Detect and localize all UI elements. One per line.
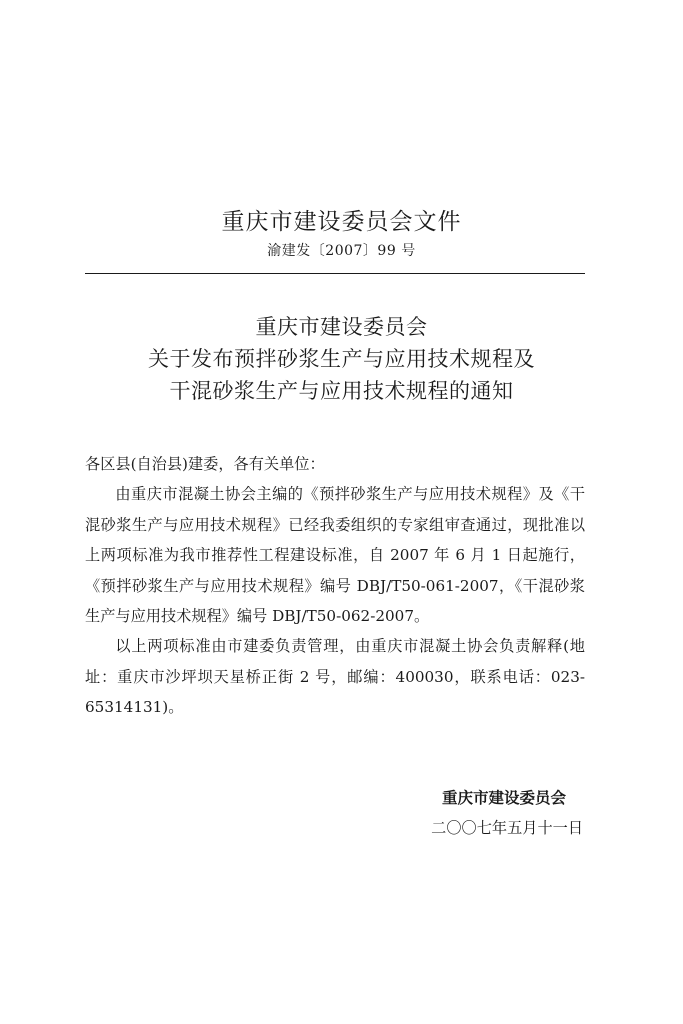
body-paragraph: 以上两项标准由市建委负责管理，由重庆市混凝土协会负责解释(地址：重庆市沙坪坝天星桥正街 2 号，邮编：400030，联系电话：023-65314131)。	[85, 637, 585, 717]
body-paragraph: 由重庆市混凝土协会主编的《预拌砂浆生产与应用技术规程》及《干混砂浆生产与应用技术规程》已经我委组织的专家组审查通过，现批准以上两项标准为我市推荐性工程建设标准，自 2007 年 6 月 1 日起施行，《预拌砂浆生产与应用技术规程》编号 DBJ/T50-061-2007，《干混砂浆生产与应用技术规程》编号 DBJ/T50-062-2007。	[85, 485, 585, 626]
signature-organization: 重庆市建设委员会	[441, 789, 566, 807]
salutation: 各区县(自治县)建委，各有关单位：	[85, 455, 325, 473]
notice-title	[0, 311, 683, 407]
notice-title-line: 重庆市建设委员会	[255, 315, 428, 339]
notice-title-line: 干混砂浆生产与应用技术规程的通知	[169, 379, 514, 403]
issuer-title: 重庆市建设委员会文件	[221, 209, 462, 235]
notice-title-line: 关于发布预拌砂浆生产与应用技术规程及	[148, 347, 535, 371]
header-divider	[85, 273, 585, 274]
notice-body	[85, 449, 585, 723]
document-number: 渝建发〔2007〕99 号	[267, 243, 416, 259]
signature-date: 二〇〇七年五月十一日	[431, 819, 583, 837]
